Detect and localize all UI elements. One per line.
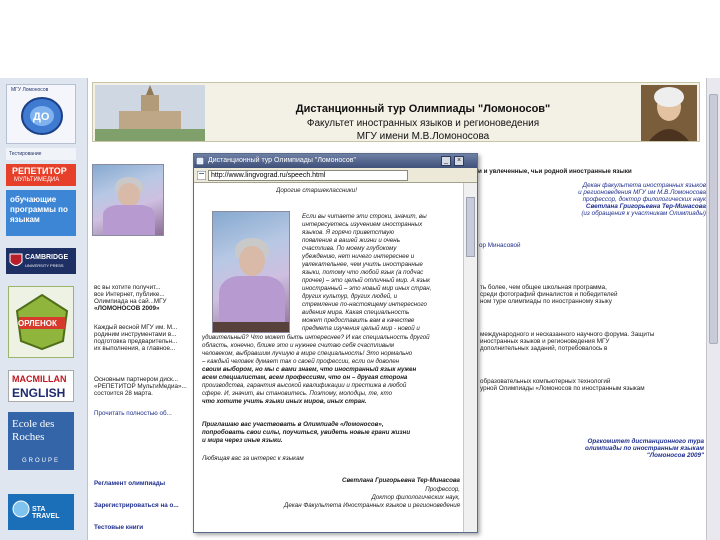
popup-scroll-thumb[interactable] bbox=[466, 197, 475, 257]
sta-travel-logo-link[interactable] bbox=[8, 494, 74, 530]
dean-title-line2: и регионоведения МГУ им М.В.Ломоносова bbox=[578, 189, 706, 196]
body-line-8: их выполнения, а главное... bbox=[94, 345, 176, 352]
speech-p2-line-8: сфере. И, значит, вы становитесь. Поэтому, молодцы, те, кто bbox=[202, 390, 393, 397]
body-line-6: родиним инструментами в... bbox=[94, 331, 177, 338]
speech-p2-line-4: – каждый человек думает так о своей профессии, если он доволен bbox=[202, 358, 400, 365]
speech-p2-line-3: человеком, выбравшим лучшую в мире специальность! Это нормально bbox=[202, 350, 413, 357]
body-right-line-3: ном туре олимпиады по иностранному языку bbox=[480, 298, 612, 305]
organizer-line-1: Оргкомитет дистанционного тура bbox=[587, 438, 704, 445]
dean-photo-popup bbox=[212, 211, 290, 333]
body-line-3: Олимпиада на сай...МГУ bbox=[94, 298, 167, 305]
body-right-line-6: дополнительных заданий, потребовалось в bbox=[480, 345, 608, 352]
repetitor-logo-link[interactable] bbox=[6, 164, 76, 186]
body-line-7: подготовка предварительн... bbox=[94, 338, 178, 345]
speech-p1-line-2: интересуетесь изучением иностранных bbox=[302, 221, 423, 228]
test-books-link[interactable]: Тестовые книги bbox=[94, 524, 144, 531]
speech-p1-line-15: предмета изучения целый мир - новой и bbox=[302, 325, 420, 332]
banner-subtitle-university: МГУ имени М.В.Ломоносова bbox=[356, 131, 490, 142]
body-right-line-1: ть более, чем общее школьная программа, bbox=[480, 284, 607, 291]
speech-p2-line-2: область, конечно, ближе это и нужнее считаю себя счастливым bbox=[202, 342, 394, 349]
msu-logo-link[interactable] bbox=[6, 84, 76, 144]
language-programs-label: обучающие программы по языкам bbox=[10, 195, 68, 224]
organizer-line-2: олимпиады по иностранным языкам bbox=[585, 445, 704, 452]
popup-url-field[interactable]: http://www.lingvograd.ru/speech.html bbox=[208, 170, 408, 181]
body-line-10: «РЕПЕТИТОР МультиМедиа»... bbox=[94, 383, 187, 390]
popup-content bbox=[194, 183, 463, 532]
body-right-line-7: образовательных компьютерных технологий bbox=[480, 378, 611, 385]
speech-p2-line-5: своим выбором, но мы с вами знаем, что иностранный язык нужен bbox=[202, 366, 417, 373]
signature-line-2: Профессор, bbox=[425, 486, 460, 493]
testing-label: Тестирование bbox=[9, 151, 42, 157]
lomonosov-portrait-image bbox=[641, 85, 697, 141]
speech-p1-line-5: счастлива. По моему глубокому bbox=[302, 245, 397, 252]
body-line-5: Каждый весной МГУ им. М... bbox=[94, 324, 178, 331]
speech-p1-line-7: увлекательнее, чем учить иностранные bbox=[302, 261, 423, 268]
register-link[interactable]: Зарегистрироваться на о... bbox=[94, 502, 179, 509]
speech-popup-window[interactable] bbox=[193, 153, 478, 533]
body-line-1: вс вы хотите получит... bbox=[94, 284, 161, 291]
popup-title: Дистанционный тур Олимпиады "Ломоносов" bbox=[208, 157, 356, 164]
sta-travel-globe-icon bbox=[12, 500, 30, 518]
speech-p1-line-14: может предоставить вам в качестве bbox=[302, 317, 415, 324]
ecole-label: Ecole des Roches bbox=[12, 418, 55, 443]
closing-line: Любящая вас за интерес к языкам bbox=[202, 455, 304, 462]
invite-line-1: Приглашаю вас участвовать в Олимпиаде «Ломоносов», bbox=[202, 421, 384, 428]
dean-title-line1: Декан факультета иностранных языков bbox=[582, 182, 706, 189]
speech-p1-line-12: стремление по-настоящему интересного bbox=[302, 301, 427, 308]
speech-p2-line-1: удивительный? Что может быть интереснее? И как специальность другой bbox=[202, 334, 430, 341]
speech-p1-line-10: иностранный – это новый мир иных стран, bbox=[302, 285, 432, 292]
organizer-line-3: "Ломоносов 2009" bbox=[646, 452, 704, 459]
speech-p1-line-4: появление в вашей жизни и очень bbox=[302, 237, 400, 244]
popup-minimize-button[interactable]: _ bbox=[441, 156, 451, 166]
dean-quote-source: (из обращения к участникам Олимпиады) bbox=[581, 210, 706, 217]
orlyonok-logo-link[interactable] bbox=[8, 286, 74, 358]
macmillan-label: MACMILLAN bbox=[12, 374, 67, 384]
page-scrollbar[interactable] bbox=[706, 78, 720, 540]
banner-title: Дистанционный тур Олимпиады "Ломоносов" bbox=[295, 103, 551, 115]
body-line-2: все Интернет, публике... bbox=[94, 291, 165, 298]
speech-p1-line-3: языков. Я горячо приветствую bbox=[302, 229, 395, 236]
orlyonok-label: ОРЛЕНОК bbox=[18, 319, 57, 328]
cambridge-crest-icon bbox=[9, 253, 23, 269]
browser-window-icon bbox=[196, 157, 204, 165]
body-line-9: Основным партнером диск... bbox=[94, 376, 179, 383]
dean-photo bbox=[92, 164, 164, 236]
speech-p2-line-6: всем специалистам, всем профессиям, что он – другая сторона bbox=[202, 374, 408, 381]
sta-travel-label: STA TRAVEL bbox=[32, 506, 60, 520]
popup-titlebar[interactable] bbox=[194, 154, 477, 168]
signature-line-3: Доктор филологических наук, bbox=[371, 494, 460, 501]
quote-end-line: и и увлеченные, чьи родной иностранные языки bbox=[478, 168, 632, 175]
dean-address-link[interactable]: ор Минасовой bbox=[479, 242, 521, 249]
speech-p1-line-6: убеждению, нет ничего интереснее и bbox=[302, 253, 415, 260]
page-scroll-thumb[interactable] bbox=[709, 94, 718, 344]
speech-p2-line-7: производства, гарантия высокой квалификации и престижа в любой bbox=[202, 382, 407, 389]
regulations-link[interactable]: Регламент олимпиады bbox=[94, 480, 166, 487]
invite-line-2: попробовать свои силы, поучиться, увидеть новые грани жизни bbox=[202, 429, 411, 436]
body-right-line-4: международного и несказанного научного форума. Защиты bbox=[480, 331, 655, 338]
speech-p1-line-8: языки, потому что любой язык (а подчас bbox=[302, 269, 424, 276]
popup-address-bar bbox=[194, 168, 477, 183]
popup-greeting: Дорогие старшеклассники! bbox=[276, 187, 357, 194]
speech-p1-line-9: прочее) – это целый отличный мир. А язык bbox=[302, 277, 431, 284]
speech-p1-line-1: Если вы читаете эти строки, значит, вы bbox=[302, 213, 427, 220]
msu-logo-label: МГУ Ломоносов bbox=[11, 87, 49, 93]
msu-building-image bbox=[95, 85, 205, 141]
macmillan-sub: ENGLISH bbox=[12, 386, 66, 400]
read-more-link[interactable]: Прочитать полностью об... bbox=[94, 410, 172, 417]
msu-emblem-icon bbox=[19, 95, 65, 137]
speech-p2-line-9: что хотите учить языки иных миров, иных стран. bbox=[202, 398, 367, 405]
dean-name: Светлана Григорьевна Тер-Минасова bbox=[585, 203, 706, 210]
repetitor-sub: МУЛЬТИМЕДИА bbox=[14, 177, 60, 183]
banner-subtitle-faculty: Факультет иностранных языков и регионоведения bbox=[306, 118, 540, 129]
body-right-line-2: среди фотографий финалистов и победителей bbox=[480, 291, 618, 298]
speech-p1-line-11: других культур, других людей, и bbox=[302, 293, 398, 300]
ecole-sub: GROUPE bbox=[22, 458, 61, 464]
ecole-des-roches-logo-link[interactable] bbox=[8, 412, 74, 470]
cambridge-label: CAMBRIDGE bbox=[25, 254, 69, 261]
dean-title-line3: профессор, доктор филологических наук bbox=[582, 196, 706, 203]
repetitor-label: РЕПЕТИТОР bbox=[12, 166, 67, 176]
partner-sidebar bbox=[0, 78, 88, 540]
speech-p1-line-13: видения мира. Какая специальность bbox=[302, 309, 410, 316]
testing-banner[interactable] bbox=[6, 148, 76, 160]
invite-line-3: и мира через иные языки. bbox=[202, 437, 283, 444]
svg-text:ДО: ДО bbox=[33, 111, 50, 123]
body-right-line-8: урной Олимпиады «Ломоносов по иностранным языкам bbox=[480, 385, 645, 392]
body-right-line-5: иностранных языков и регионоведения МГУ bbox=[480, 338, 610, 345]
body-line-4: «ЛОМОНОСОВ 2009» bbox=[94, 305, 160, 312]
macmillan-logo-link[interactable] bbox=[8, 370, 74, 402]
popup-scrollbar[interactable] bbox=[463, 183, 477, 532]
page-favicon-icon bbox=[197, 171, 206, 180]
body-line-11: состоится 28 марта. bbox=[94, 390, 153, 397]
signature-line-4: Декан Факультета Иностранных языков и регионоведения bbox=[284, 502, 460, 509]
popup-close-button[interactable]: × bbox=[454, 156, 464, 166]
cambridge-logo-link[interactable] bbox=[6, 248, 76, 274]
cambridge-sub: UNIVERSITY PRESS bbox=[25, 263, 64, 268]
signature-name: Светлана Григорьевна Тер-Минасова bbox=[341, 477, 460, 484]
olympiad-banner bbox=[92, 82, 700, 142]
language-programs-logo[interactable] bbox=[6, 190, 76, 236]
